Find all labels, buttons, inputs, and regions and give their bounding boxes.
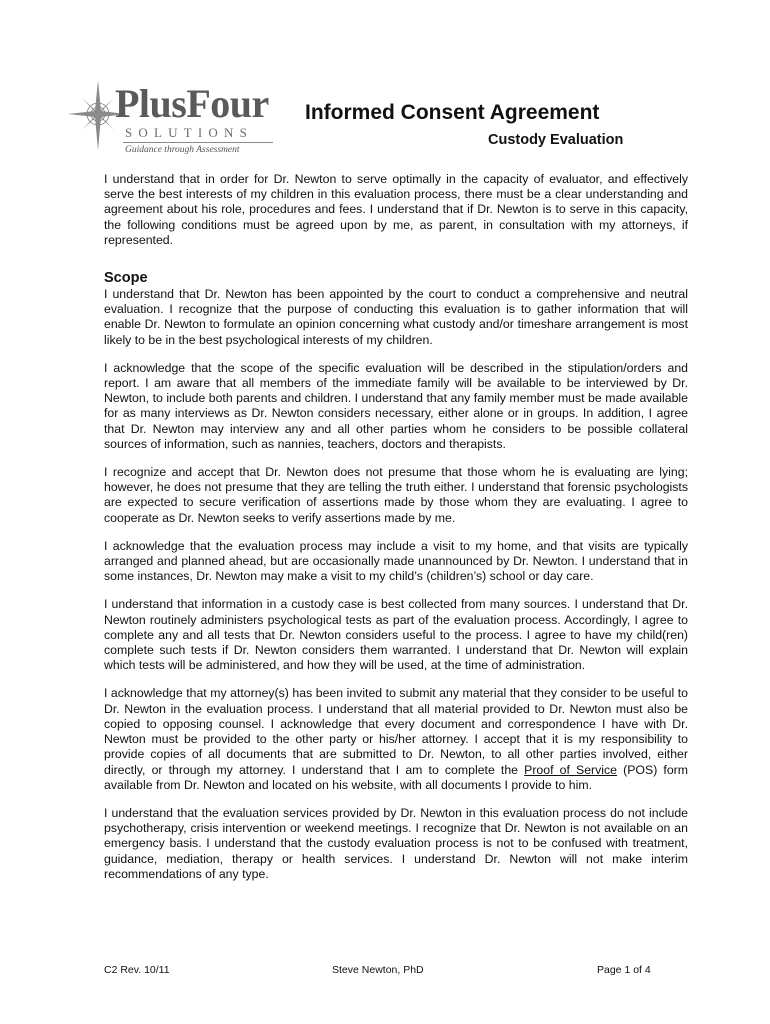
paragraph-6-text-a: I acknowledge that my attorney(s) has been invited to submit any material that they consider to be useful to Dr. Newton in the evaluation process. I understand that all material provided to Dr. Newton must also be copied to opposing counsel. I acknowledge that every document and correspondence I have with Dr. Newton must be provided to the other party or his/her attorney. I accept that it is my responsibility to provide copies of all documents that are submitted to Dr. Newton, to all other parties involved, either directly, or through my attorney. I understand that I am to complete the (104, 686, 688, 777)
footer-author: Steve Newton, PhD (332, 964, 424, 976)
scope-paragraph-5: I understand that information in a custody case is best collected from many sources. I understand that Dr. Newton routinely administers psychological tests as part of the evaluation process. Accordingly, I agree to complete any and all tests that Dr. Newton considers useful to the process. I agree to have my child(ren) complete such tests if Dr. Newton considers them warranted. I understand that Dr. Newton will explain which tests will be administered, and how they will be used, at the time of administration. (104, 597, 688, 673)
scope-heading: Scope (104, 270, 148, 287)
scope-paragraph-6 (104, 686, 688, 792)
scope-paragraph-7: I understand that the evaluation services provided by Dr. Newton in this evaluation process do not include psychotherapy, crisis intervention or weekend meetings. I recognize that Dr. Newton is not available on an emergency basis. I understand that the custody evaluation process is not to be confused with treatment, guidance, mediation, therapy or health services. I understand Dr. Newton will not make interim recommendations of any type. (104, 805, 688, 881)
document-title: Informed Consent Agreement (305, 101, 600, 124)
logo-divider (123, 142, 273, 143)
scope-paragraph-1: I understand that Dr. Newton has been appointed by the court to conduct a comprehensive and neutral evaluation. I recognize that the purpose of conducting this evaluation is to gather information that will enable Dr. Newton to formulate an opinion concerning what custody and/or timeshare arrangement is most likely to be in the best psychological interests of my children. (104, 287, 688, 347)
logo-tagline: Guidance through Assessment (125, 145, 240, 155)
logo-wordmark: PlusFour (115, 81, 269, 126)
scope-paragraph-2: I acknowledge that the scope of the specific evaluation will be described in the stipulation/orders and report. I am aware that all members of the immediate family will be available to be interviewed by Dr. Newton, to include both parents and children. I understand that any family member must be made available for as many interviews as Dr. Newton considers necessary, either alone or in groups. In addition, I agree that Dr. Newton may interview any and all other parties whom he considers to be possible collateral sources of information, such as nannies, teachers, doctors and therapists. (104, 360, 688, 451)
proof-of-service-link[interactable]: Proof of Service (524, 762, 618, 777)
paragraph-6-text-b: (POS) form available from Dr. Newton and located on his website, with all documents I provide to him. (104, 762, 688, 792)
footer-revision: C2 Rev. 10/11 (104, 964, 170, 976)
intro-paragraph: I understand that in order for Dr. Newton to serve optimally in the capacity of evaluator, and effectively serve the best interests of my children in this evaluation process, there must be a clear understanding and agreement about his role, procedures and fees. I understand that if Dr. Newton is to serve in this capacity, the following conditions must be agreed upon by me, as parent, in consultation with my attorneys, if represented. (104, 172, 688, 247)
logo-subtitle: SOLUTIONS (125, 125, 254, 140)
scope-paragraph-4: I acknowledge that the evaluation process may include a visit to my home, and that visits are typically arranged and planned ahead, but are occasionally made unannounced by Dr. Newton. I understand that in some instances, Dr. Newton may make a visit to my child’s (children’s) school or day care. (104, 538, 688, 584)
scope-paragraph-3: I recognize and accept that Dr. Newton does not presume that those whom he is evaluating are lying; however, he does not presume that they are telling the truth either. I understand that forensic psychologists are expected to secure verification of assertions made by those whom they are evaluating. I agree to cooperate as Dr. Newton seeks to verify assertions made by me. (104, 465, 688, 525)
document-body (104, 172, 688, 895)
company-logo (68, 78, 283, 158)
footer-page-number: Page 1 of 4 (597, 964, 651, 976)
document-subtitle: Custody Evaluation (488, 132, 624, 148)
